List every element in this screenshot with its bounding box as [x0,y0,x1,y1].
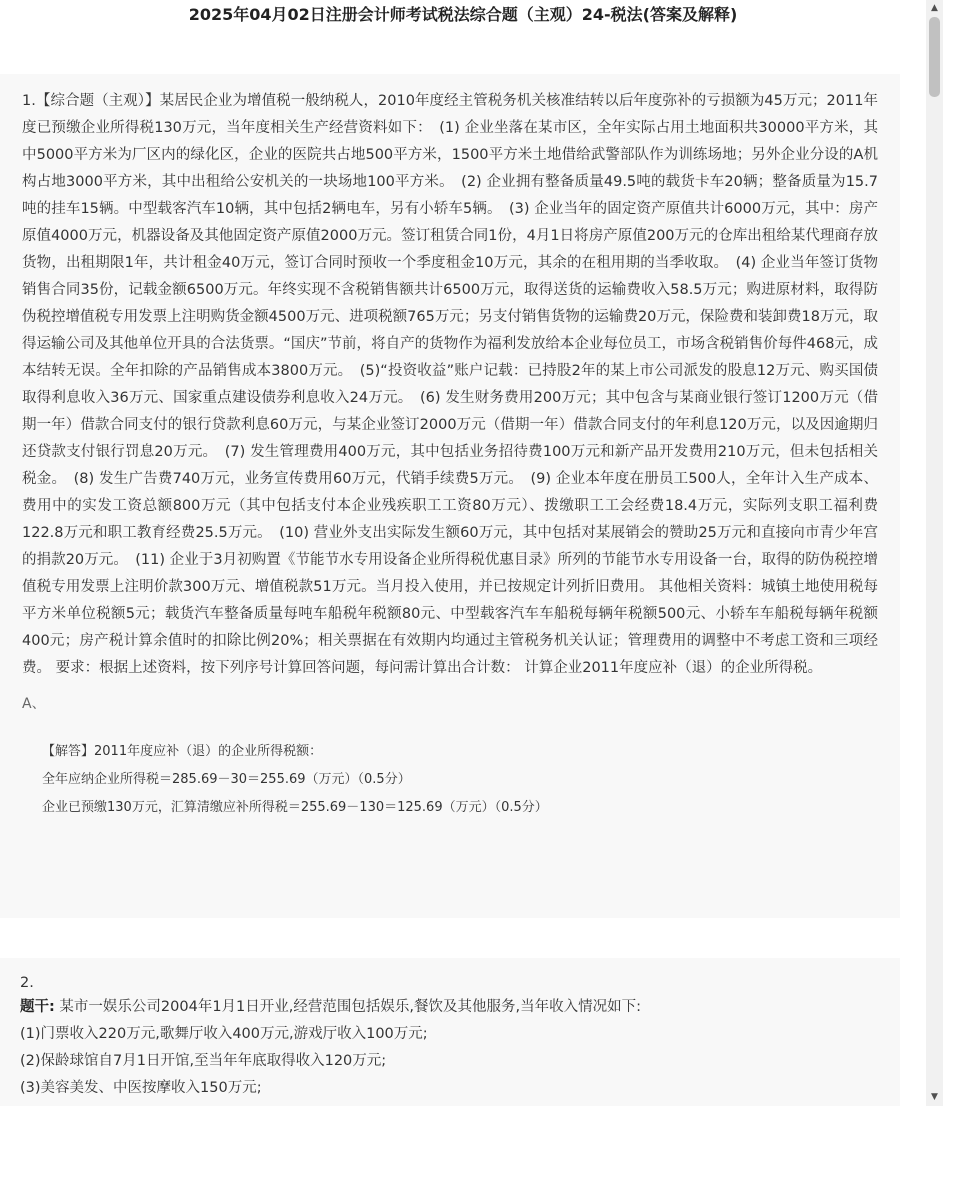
question-1-answer [22,738,878,822]
question-2-number: 2. [20,975,34,991]
scroll-up-arrow-icon[interactable]: ▲ [931,3,938,13]
question-2-stem-text: 某市一娱乐公司2004年1月1日开业,经营范围包括娱乐,餐饮及其他服务,当年收入情况如下: [54,999,641,1015]
question-1-option-label: A、 [22,696,46,712]
question-2-stem [20,994,878,1021]
question-2-line: (1)门票收入220万元,歌舞厅收入400万元,游戏厅收入100万元; [20,1026,428,1042]
scroll-down-arrow-icon[interactable]: ▼ [931,1092,938,1102]
question-card-2 [0,958,900,1106]
vertical-scrollbar[interactable] [926,0,943,1106]
page-title: 2025年04月02日注册会计师考试税法综合题（主观）24-税法(答案及解释) [188,5,738,24]
answer-line: 企业已预缴130万元，汇算清缴应补所得税＝255.69－130＝125.69（万元）（0.5分） [42,800,548,815]
question-2-line: (2)保龄球馆自7月1日开馆,至当年年底取得收入120万元; [20,1053,387,1069]
answer-line: 【解答】2011年度应补（退）的企业所得税额： [42,744,323,759]
question-2-line: (3)美容美发、中医按摩收入150万元; [20,1080,262,1096]
answer-line: 全年应纳企业所得税＝285.69－30＝255.69（万元）（0.5分） [42,772,411,787]
scroll-thumb[interactable] [929,17,940,97]
question-2-stem-label: 题干: [20,999,55,1015]
question-card-1 [0,74,900,918]
question-1-text: 1.【综合题（主观）】某居民企业为增值税一般纳税人，2010年度经主管税务机关核准结转以后年度弥补的亏损额为45万元；2011年度已预缴企业所得税130万元，当年度相关生产经营资料如下： (1) 企业坐落在某市区，全年实际占用土地面积共30000平方米，其中5000平方米为厂区内的绿化区，企业的医院共占地500平方米，1500平方米土地借给武警部队作为训练场地；另外企业分设的A机构占地3000平方米，其中出租给公安机关的一块场地100平方米。 (2) 企业拥有整备质量49.5吨的载货卡车20辆；整备质量为15.7吨的挂车15辆。中型载客汽车10辆，其中包括2辆电车，另有小轿车5辆。 (3) 企业当年的固定资产原值共计6000万元，其中：房产原值4000万元，机器设备及其他固定资产原值2000万元。签订租赁合同1份，4月1日将房产原值200万元的仓库出租给某代理商存放货物，出租期限1年，共计租金40万元，签订合同时预收一个季度租金10万元，其余的在租用期的当季收取。 (4) 企业当年签订货物销售合同35份，记载金额6500万元。年终实现不含税销售额共计6500万元，取得送货的运输费收入58.5万元；购进原材料，取得防伪税控增值税专用发票上注明购货金额4500万元、进项税额765万元；另支付销售货物的运输费20万元，保险费和装卸费18万元，取得运输公司及其他单位开具的合法货票。“国庆”节前，将自产的货物作为福利发放给本企业每位员工，市场含税销售价每件468元，成本结转无误。全年扣除的产品销售成本3800万元。 (5)“投资收益”账户记载：已持股2年的某上市公司派发的股息12万元、购买国债取得利息收入36万元、国家重点建设债券利息收入24万元。 (6) 发生财务费用200万元；其中包含与某商业银行签订1200万元（借期一年）借款合同支付的银行贷款利息60万元，与某企业签订2000万元（借期一年）借款合同支付的年利息120万元，以及因逾期归还贷款支付银行罚息20万元。 (7) 发生管理费用400万元，其中包括业务招待费100万元和新产品开发费用210万元，但未包括相关税金。 (8) 发生广告费740万元，业务宣传费用60万元，代销手续费5万元。 (9) 企业本年度在册员工500人，全年计入生产成本、费用中的实发工资总额800万元（其中包括支付本企业残疾职工工资80万元）、拨缴职工工会经费18.4万元，实际列支职工福利费122.8万元和职工教育经费25.5万元。 (10) 营业外支出实际发生额60万元，其中包括对某展销会的赞助25万元和直接向市青少年宫的捐款20万元。 (11) 企业于3月初购置《节能节水专用设备企业所得税优惠目录》所列的节能节水专用设备一台，取得的防伪税控增值税专用发票上注明价款300万元、增值税款51万元。当月投入使用，并已按规定计列折旧费用。 其他相关资料：城镇土地使用税每平方米单位税额5元；载货汽车整备质量每吨车船税年税额80元、中型载客汽车车船税每辆年税额500元、小轿车车船税每辆年税额400元；房产税计算余值时的扣除比例20%；相关票据在有效期内均通过主管税务机关认证；管理费用的调整中不考虑工资和三项经费。 要求：根据上述资料，按下列序号计算回答问题，每问需计算出合计数： 计算企业2011年度应补（退）的企业所得税。 [22,93,878,676]
